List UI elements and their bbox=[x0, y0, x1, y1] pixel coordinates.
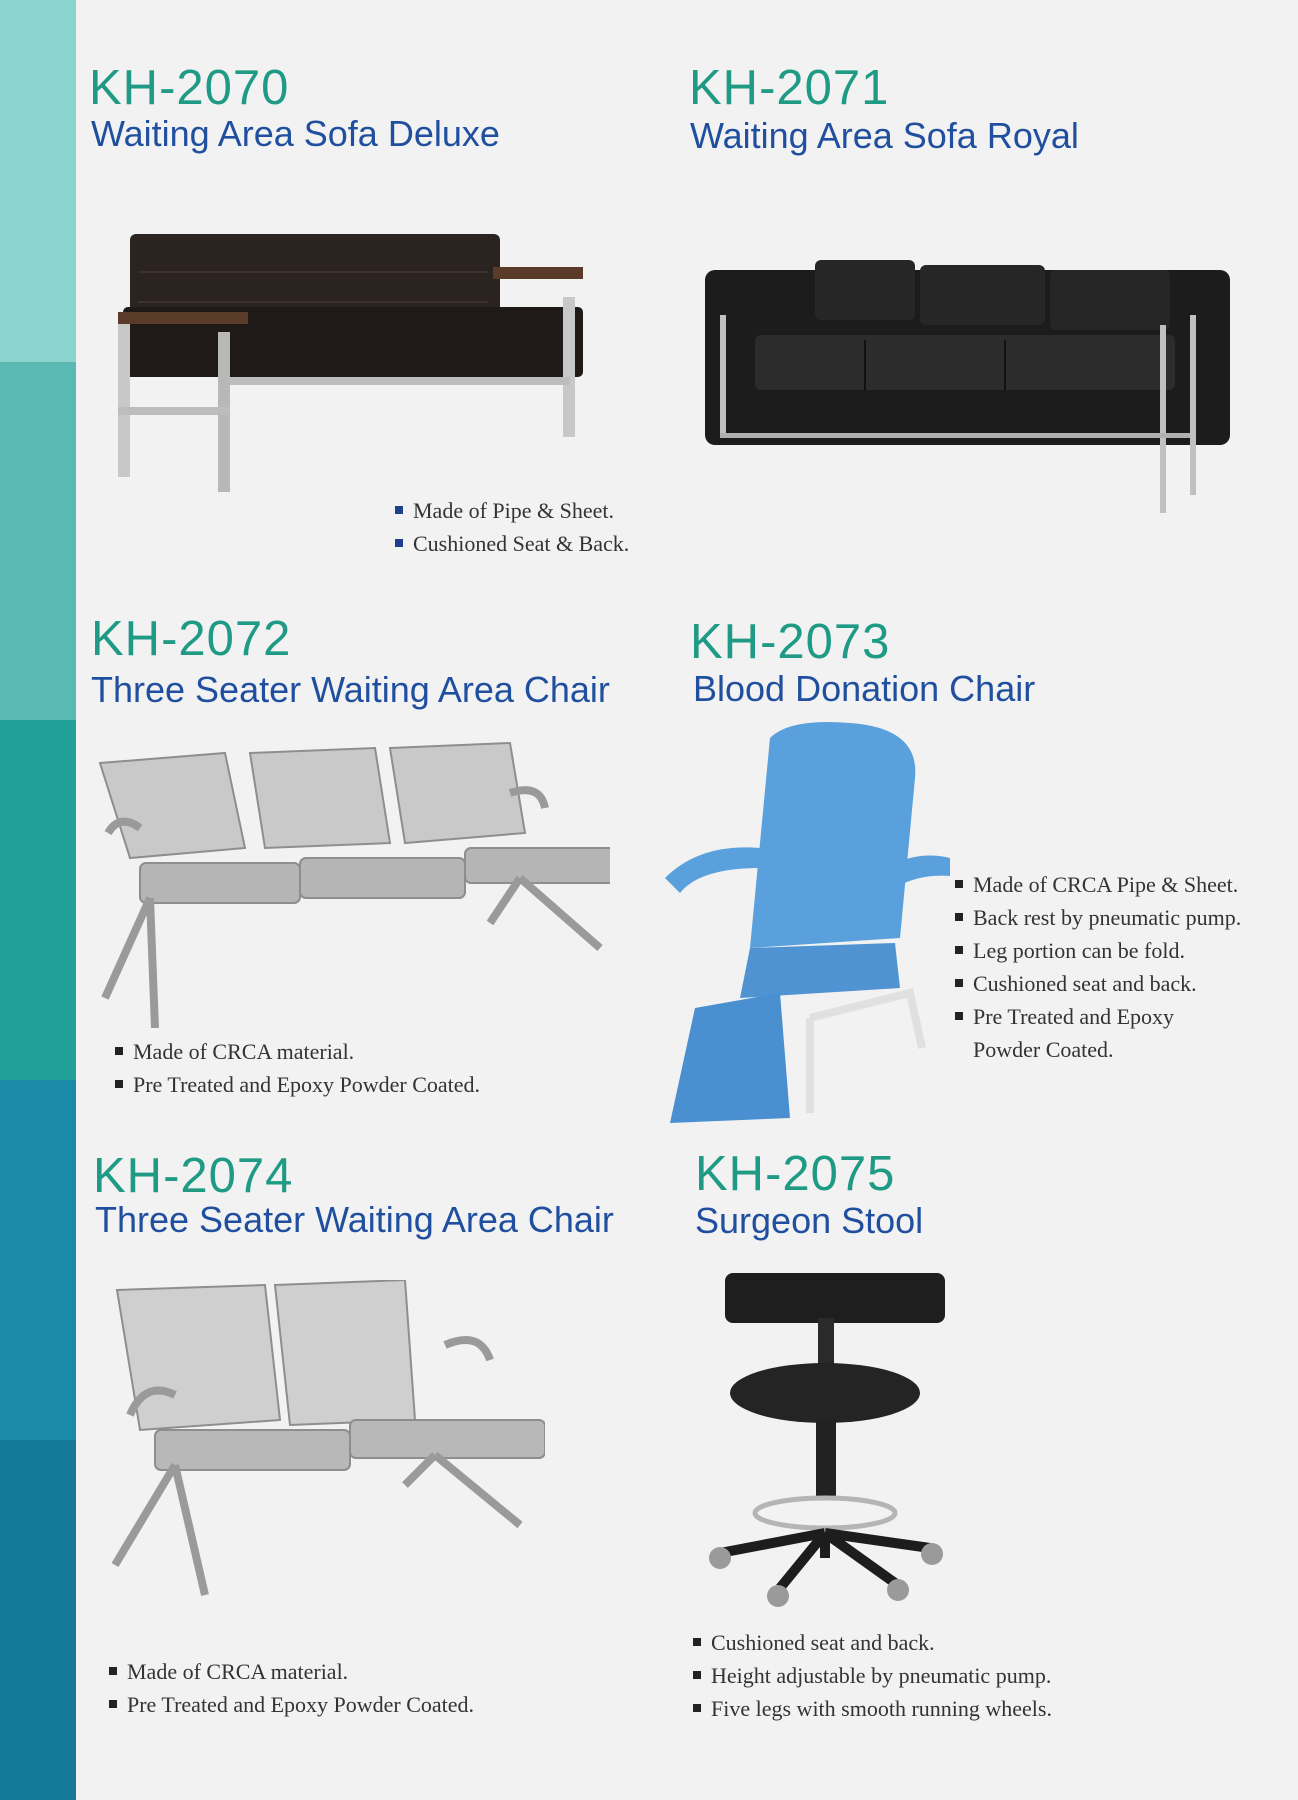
product-code: KH-2074 bbox=[93, 1149, 294, 1203]
product-title: Three Seater Waiting Area Chair bbox=[95, 1199, 614, 1240]
feature-item: Five legs with smooth running wheels. bbox=[693, 1692, 1052, 1725]
product-title: Waiting Area Sofa Royal bbox=[690, 115, 1079, 156]
feature-item: Height adjustable by pneumatic pump. bbox=[693, 1659, 1052, 1692]
product-code: KH-2075 bbox=[695, 1147, 896, 1201]
surgeon-stool-image bbox=[700, 1268, 950, 1613]
product-title: Waiting Area Sofa Deluxe bbox=[91, 113, 500, 154]
feature-list bbox=[115, 1035, 480, 1101]
product-title: Surgeon Stool bbox=[695, 1200, 924, 1241]
feature-item: Made of CRCA material. bbox=[109, 1655, 474, 1688]
feature-item: Pre Treated and Epoxy bbox=[955, 1000, 1241, 1033]
side-band-segment bbox=[0, 1080, 76, 1440]
sofa-deluxe-image bbox=[118, 222, 588, 497]
product-title: Blood Donation Chair bbox=[693, 668, 1036, 709]
feature-list bbox=[109, 1655, 474, 1721]
feature-item-continued: Powder Coated. bbox=[973, 1037, 1114, 1062]
feature-item: Made of Pipe & Sheet. bbox=[395, 494, 629, 527]
product-code: KH-2070 bbox=[89, 61, 290, 115]
feature-list bbox=[693, 1626, 1052, 1725]
feature-item: Pre Treated and Epoxy Powder Coated. bbox=[115, 1068, 480, 1101]
feature-item: Leg portion can be fold. bbox=[955, 934, 1241, 967]
feature-item: Cushioned seat and back. bbox=[955, 967, 1241, 1000]
feature-list bbox=[955, 868, 1241, 1066]
feature-item: Cushioned Seat & Back. bbox=[395, 527, 629, 560]
feature-item: Pre Treated and Epoxy Powder Coated. bbox=[109, 1688, 474, 1721]
three-seater-chair-image bbox=[90, 738, 610, 1028]
two-seater-chair-image bbox=[105, 1280, 545, 1605]
product-code: KH-2072 bbox=[91, 612, 292, 666]
product-code: KH-2073 bbox=[690, 615, 891, 669]
blood-donation-chair-image bbox=[660, 718, 950, 1126]
side-band-segment bbox=[0, 362, 76, 720]
sofa-royal-image bbox=[705, 255, 1230, 517]
feature-item: Made of CRCA material. bbox=[115, 1035, 480, 1068]
side-band-segment bbox=[0, 0, 76, 362]
feature-item: Back rest by pneumatic pump. bbox=[955, 901, 1241, 934]
feature-item: Made of CRCA Pipe & Sheet. bbox=[955, 868, 1241, 901]
side-band-segment bbox=[0, 720, 76, 1080]
feature-item: Cushioned seat and back. bbox=[693, 1626, 1052, 1659]
product-title: Three Seater Waiting Area Chair bbox=[91, 669, 610, 710]
side-band-segment bbox=[0, 1440, 76, 1800]
feature-list bbox=[395, 494, 629, 560]
product-code: KH-2071 bbox=[689, 61, 890, 115]
